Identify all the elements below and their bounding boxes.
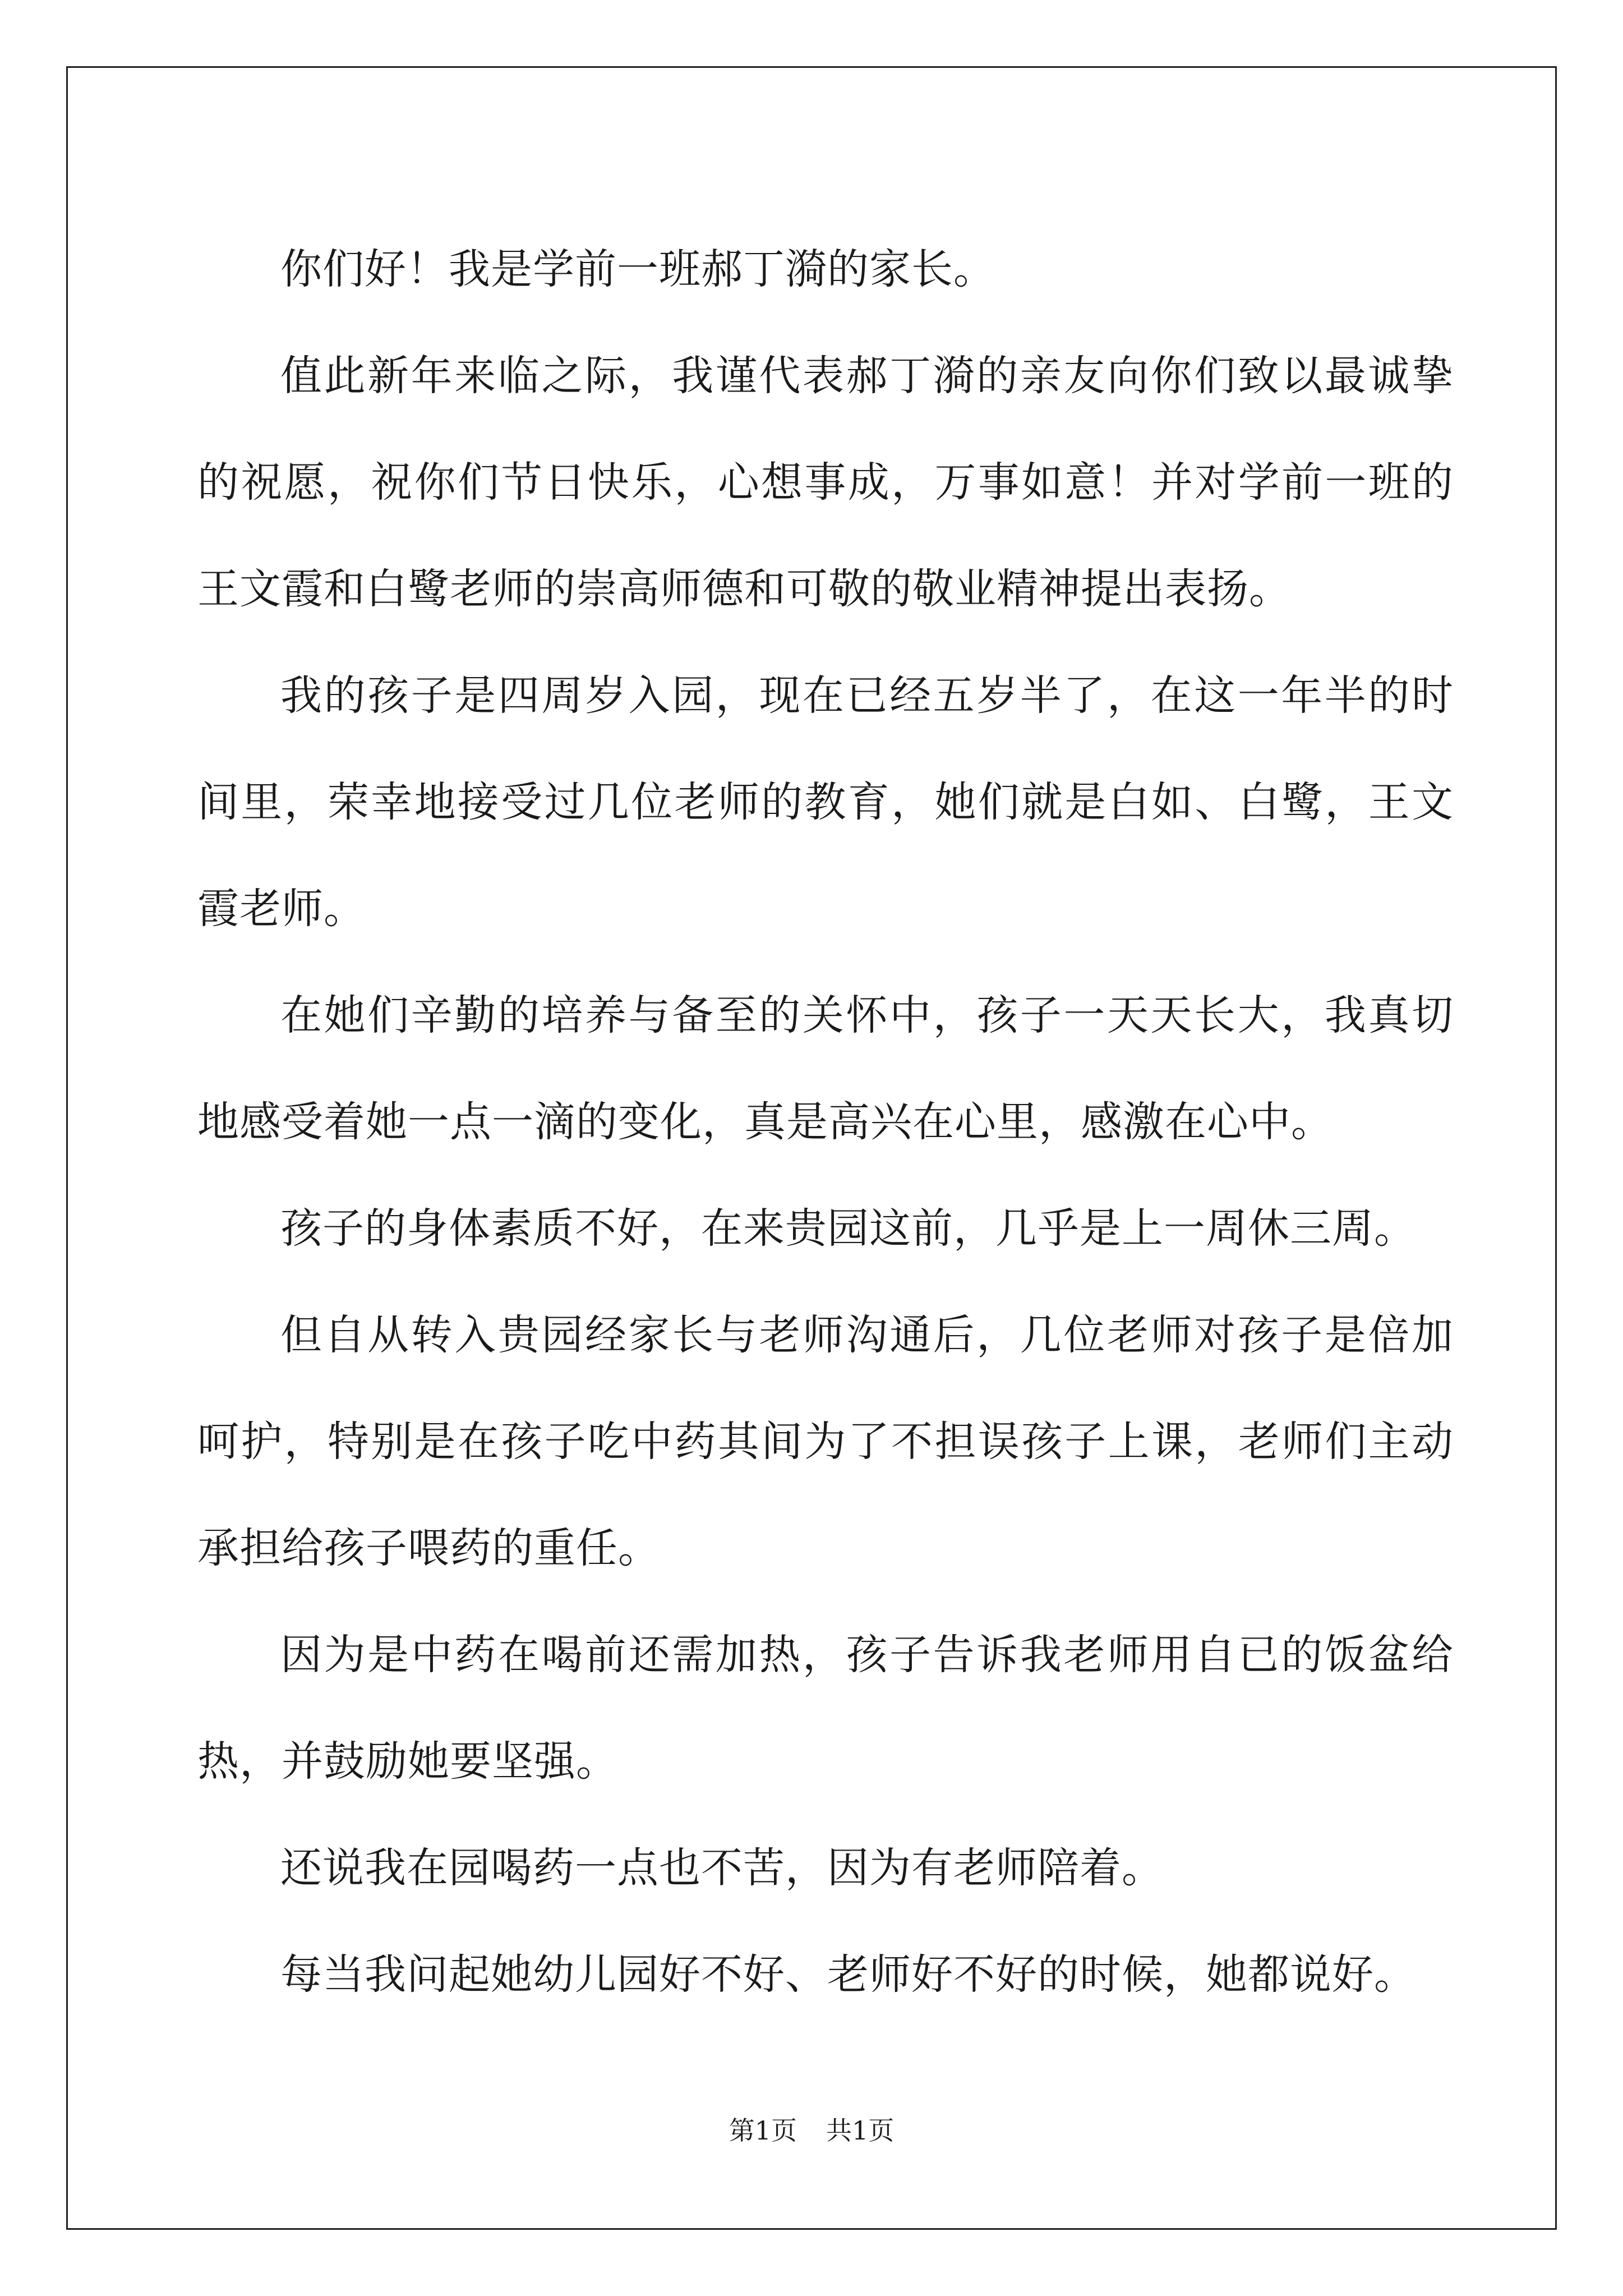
paragraph-8: 还说我在园喝药一点也不苦，因为有老师陪着。	[280, 1844, 1164, 1892]
paragraph-5: 孩子的身体素质不好，在来贵园这前，几乎是上一周休三周。	[280, 1204, 1416, 1253]
paragraph-7: 因为是中药在喝前还需加热，孩子告诉我老师用自已的饭盆给热，并鼓励她要坚强。	[197, 1631, 1454, 1786]
paragraph-4: 在她们辛勤的培养与备至的关怀中，孩子一天天长大，我真切地感受着她一点一滴的变化，真是高兴在心里，感激在心中。	[197, 991, 1454, 1146]
page-number: 第1页	[728, 2115, 797, 2146]
paragraph-2: 值此新年来临之际，我谨代表郝丁漪的亲友向你们致以最诚挚的祝愿，祝你们节日快乐，心想事成，万事如意！并对学前一班的王文霞和白鹭老师的崇高师德和可敬的敬业精神提出表扬。	[197, 352, 1454, 613]
paragraph-6: 但自从转入贵园经家长与老师沟通后，几位老师对孩子是倍加呵护，特别是在孩子吃中药其间为了不担误孩子上课，老师们主动承担给孩子喂药的重任。	[197, 1311, 1454, 1572]
paragraph-3: 我的孩子是四周岁入园，现在已经五岁半了，在这一年半的时间里，荣幸地接受过几位老师的教育，她们就是白如、白鹭，王文霞老师。	[197, 671, 1454, 933]
paragraph-9: 每当我问起她幼儿园好不好、老师好不好的时候，她都说好。	[280, 1950, 1416, 1999]
document-body	[197, 216, 1454, 2028]
page-footer	[0, 2110, 1623, 2147]
page-total: 共1页	[826, 2115, 895, 2146]
paragraph-1: 你们好！我是学前一班郝丁漪的家长。	[280, 245, 995, 293]
